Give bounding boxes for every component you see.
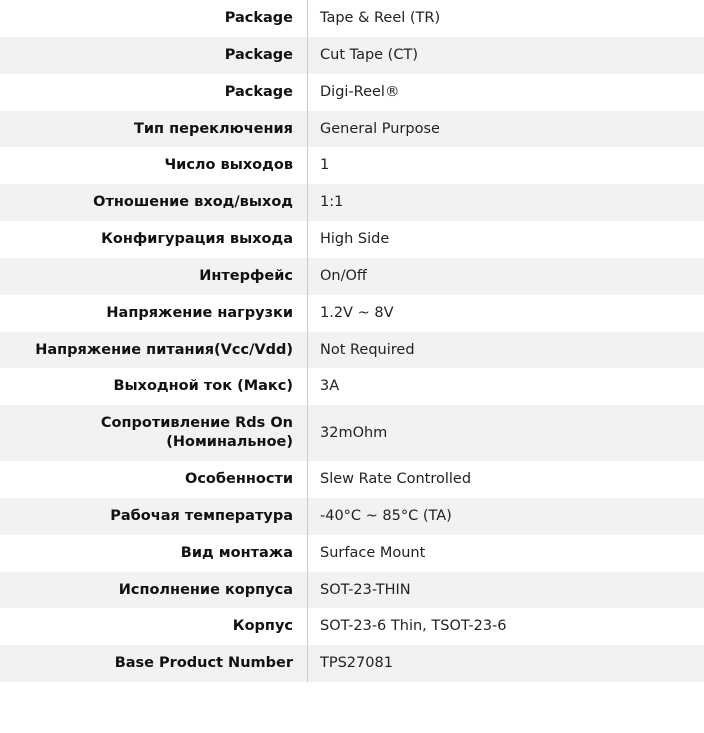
table-row: [0, 111, 704, 148]
spec-label: Выходной ток (Макс): [113, 378, 293, 395]
spec-label: Исполнение корпуса: [118, 581, 293, 598]
spec-label: Тип переключения: [133, 120, 293, 137]
spec-label: Интерфейс: [199, 267, 293, 284]
spec-value: 1.2V ~ 8V: [308, 295, 704, 332]
spec-value: Slew Rate Controlled: [308, 461, 704, 498]
spec-label: Корпус: [232, 618, 293, 635]
spec-label: Base Product Number: [114, 655, 293, 672]
spec-label: Особенности: [185, 470, 293, 487]
table-row: [0, 221, 704, 258]
table-row: [0, 37, 704, 74]
table-row: [0, 572, 704, 609]
spec-label: Сопротивление Rds On (Номинальное): [100, 415, 293, 451]
spec-label: Конфигурация выхода: [101, 231, 293, 248]
spec-value: 3A: [308, 368, 704, 405]
spec-value: 1:1: [308, 184, 704, 221]
spec-label: Package: [224, 83, 293, 100]
table-row: [0, 332, 704, 369]
spec-value: Tape & Reel (TR): [308, 0, 704, 37]
spec-value: Surface Mount: [308, 535, 704, 572]
table-row: [0, 461, 704, 498]
table-row: [0, 258, 704, 295]
table-row: [0, 295, 704, 332]
spec-value: -40°C ~ 85°C (TA): [308, 498, 704, 535]
spec-value: 32mOhm: [308, 405, 704, 461]
spec-value: Digi-Reel®: [308, 74, 704, 111]
spec-label: Package: [224, 10, 293, 26]
spec-value: TPS27081: [308, 645, 704, 682]
spec-label: Отношение вход/выход: [93, 194, 293, 211]
table-row: [0, 147, 704, 184]
table-row: [0, 74, 704, 111]
spec-label: Вид монтажа: [180, 544, 293, 561]
spec-value: 1: [308, 147, 704, 184]
spec-value: General Purpose: [308, 111, 704, 148]
spec-value: SOT-23-THIN: [308, 572, 704, 609]
table-row: [0, 184, 704, 221]
table-row: [0, 535, 704, 572]
table-row: [0, 608, 704, 645]
table-row: [0, 498, 704, 535]
spec-label: Напряжение нагрузки: [106, 304, 293, 321]
table-row: [0, 368, 704, 405]
table-row: [0, 405, 704, 461]
table-row: [0, 0, 704, 37]
spec-label: Напряжение питания(Vcc/Vdd): [35, 341, 293, 358]
spec-value: High Side: [308, 221, 704, 258]
spec-label: Рабочая температура: [110, 507, 293, 524]
spec-value: Not Required: [308, 332, 704, 369]
spec-value: On/Off: [308, 258, 704, 295]
spec-value: SOT-23-6 Thin, TSOT-23-6: [308, 608, 704, 645]
spec-label: Package: [224, 46, 293, 63]
spec-label: Число выходов: [164, 157, 293, 174]
spec-value: Cut Tape (CT): [308, 37, 704, 74]
table-row: [0, 645, 704, 682]
